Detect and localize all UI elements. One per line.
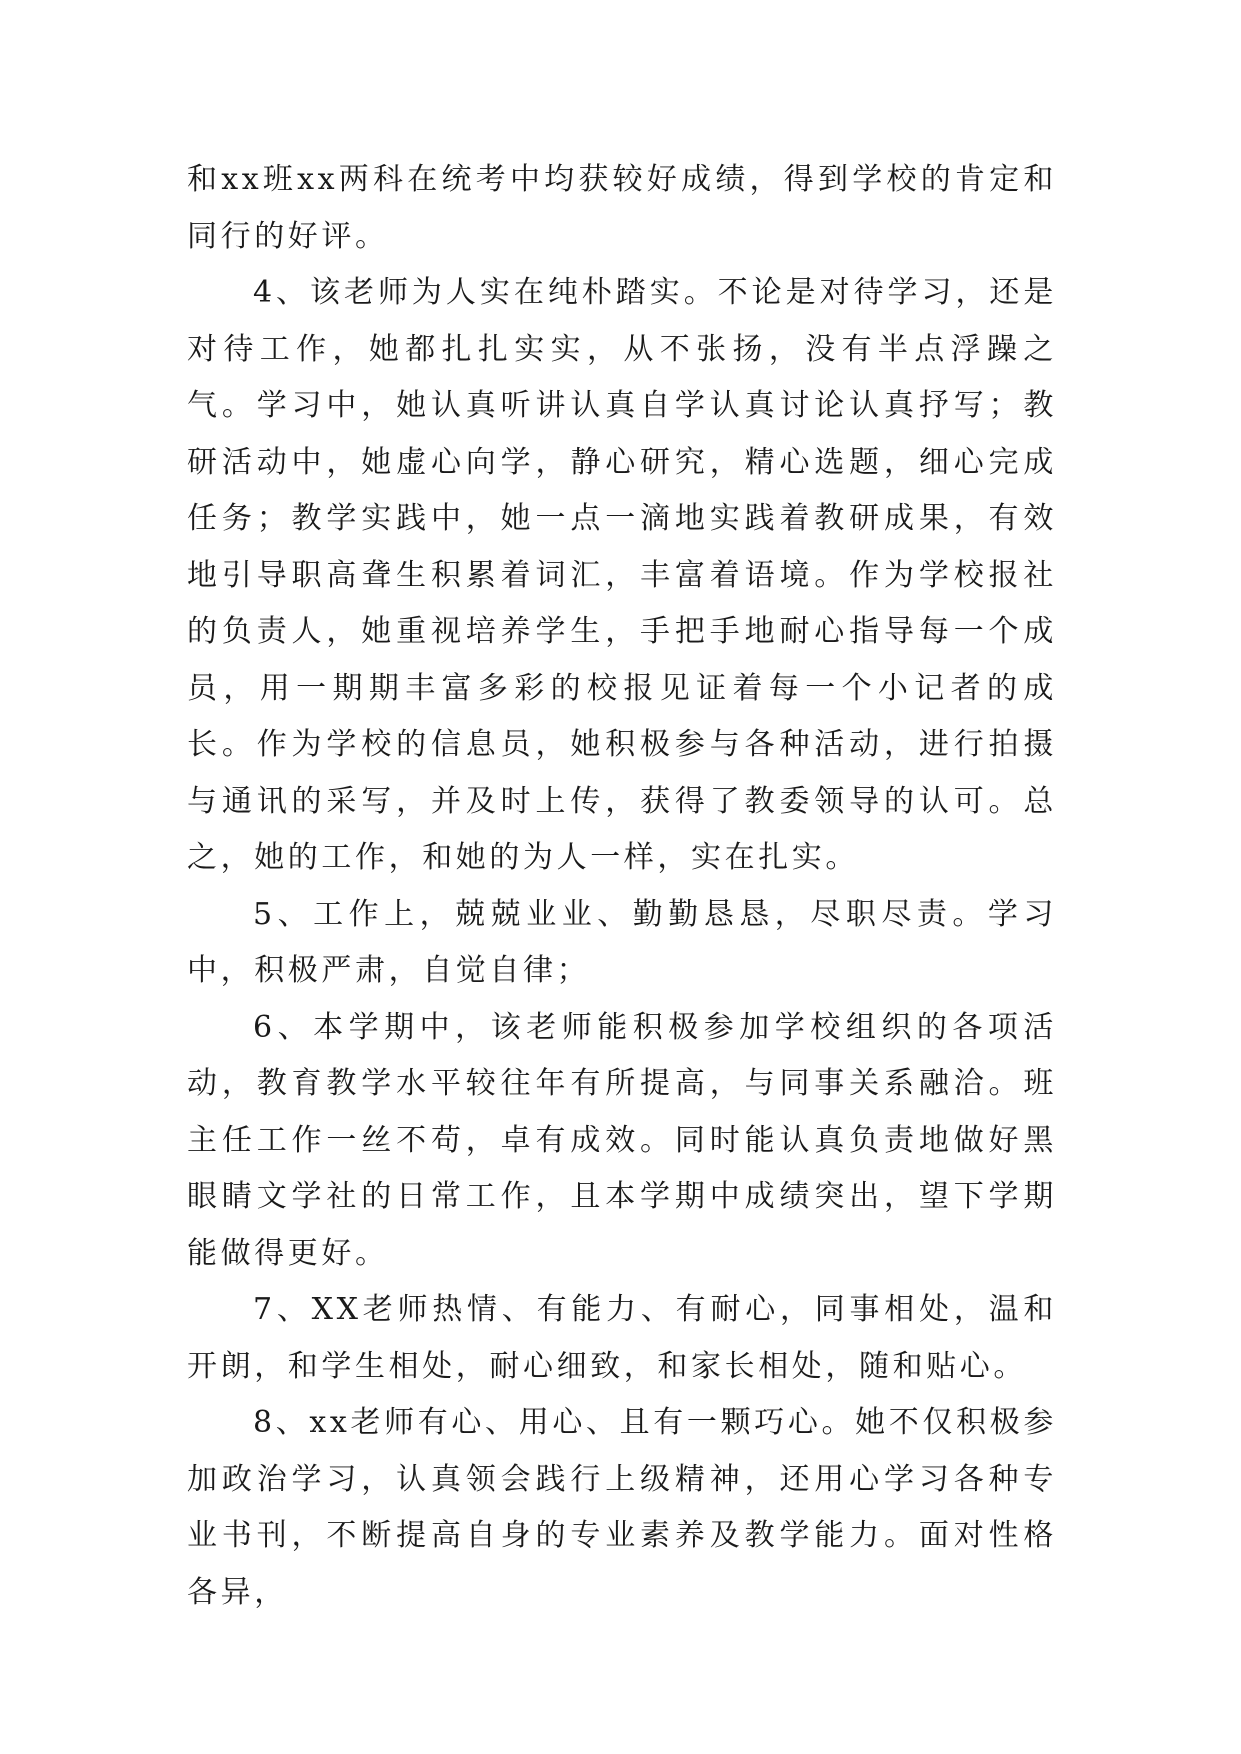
paragraph-item-6: 6、本学期中，该老师能积极参加学校组织的各项活动，教育教学水平较往年有所提高，与同事关系融洽。班主任工作一丝不苟，卓有成效。同时能认真负责地做好黑眼睛文学社的日常工作，且本学期中成绩突出，望下学期能做得更好。 [187,1009,1057,1271]
document-body [187,152,1057,1621]
paragraph-item-8: 8、xx老师有心、用心、且有一颗巧心。她不仅积极参加政治学习，认真领会践行上级精神，还用心学习各种专业书刊，不断提高自身的专业素养及教学能力。面对性格各异， [187,1405,1057,1610]
paragraph-item-5: 5、工作上，兢兢业业、勤勤恳恳，尽职尽责。学习中，积极严肃，自觉自律； [187,896,1057,988]
paragraph-item-4: 4、该老师为人实在纯朴踏实。不论是对待学习，还是对待工作，她都扎扎实实，从不张扬，没有半点浮躁之气。学习中，她认真听讲认真自学认真讨论认真抒写；教研活动中，她虚心向学，静心研究，精心选题，细心完成任务；教学实践中，她一点一滴地实践着教研成果，有效地引导职高聋生积累着词汇，丰富着语境。作为学校报社的负责人，她重视培养学生，手把手地耐心指导每一个成员，用一期期丰富多彩的校报见证着每一个小记者的成长。作为学校的信息员，她积极参与各种活动，进行拍摄与通讯的采写，并及时上传，获得了教委领导的认可。总之，她的工作，和她的为人一样，实在扎实。 [187,275,1057,875]
paragraph-item-7: 7、XX老师热情、有能力、有耐心，同事相处，温和开朗，和学生相处，耐心细致，和家长相处，随和贴心。 [187,1292,1057,1384]
paragraph-continuation: 和xx班xx两科在统考中均获较好成绩，得到学校的肯定和同行的好评。 [187,162,1057,254]
